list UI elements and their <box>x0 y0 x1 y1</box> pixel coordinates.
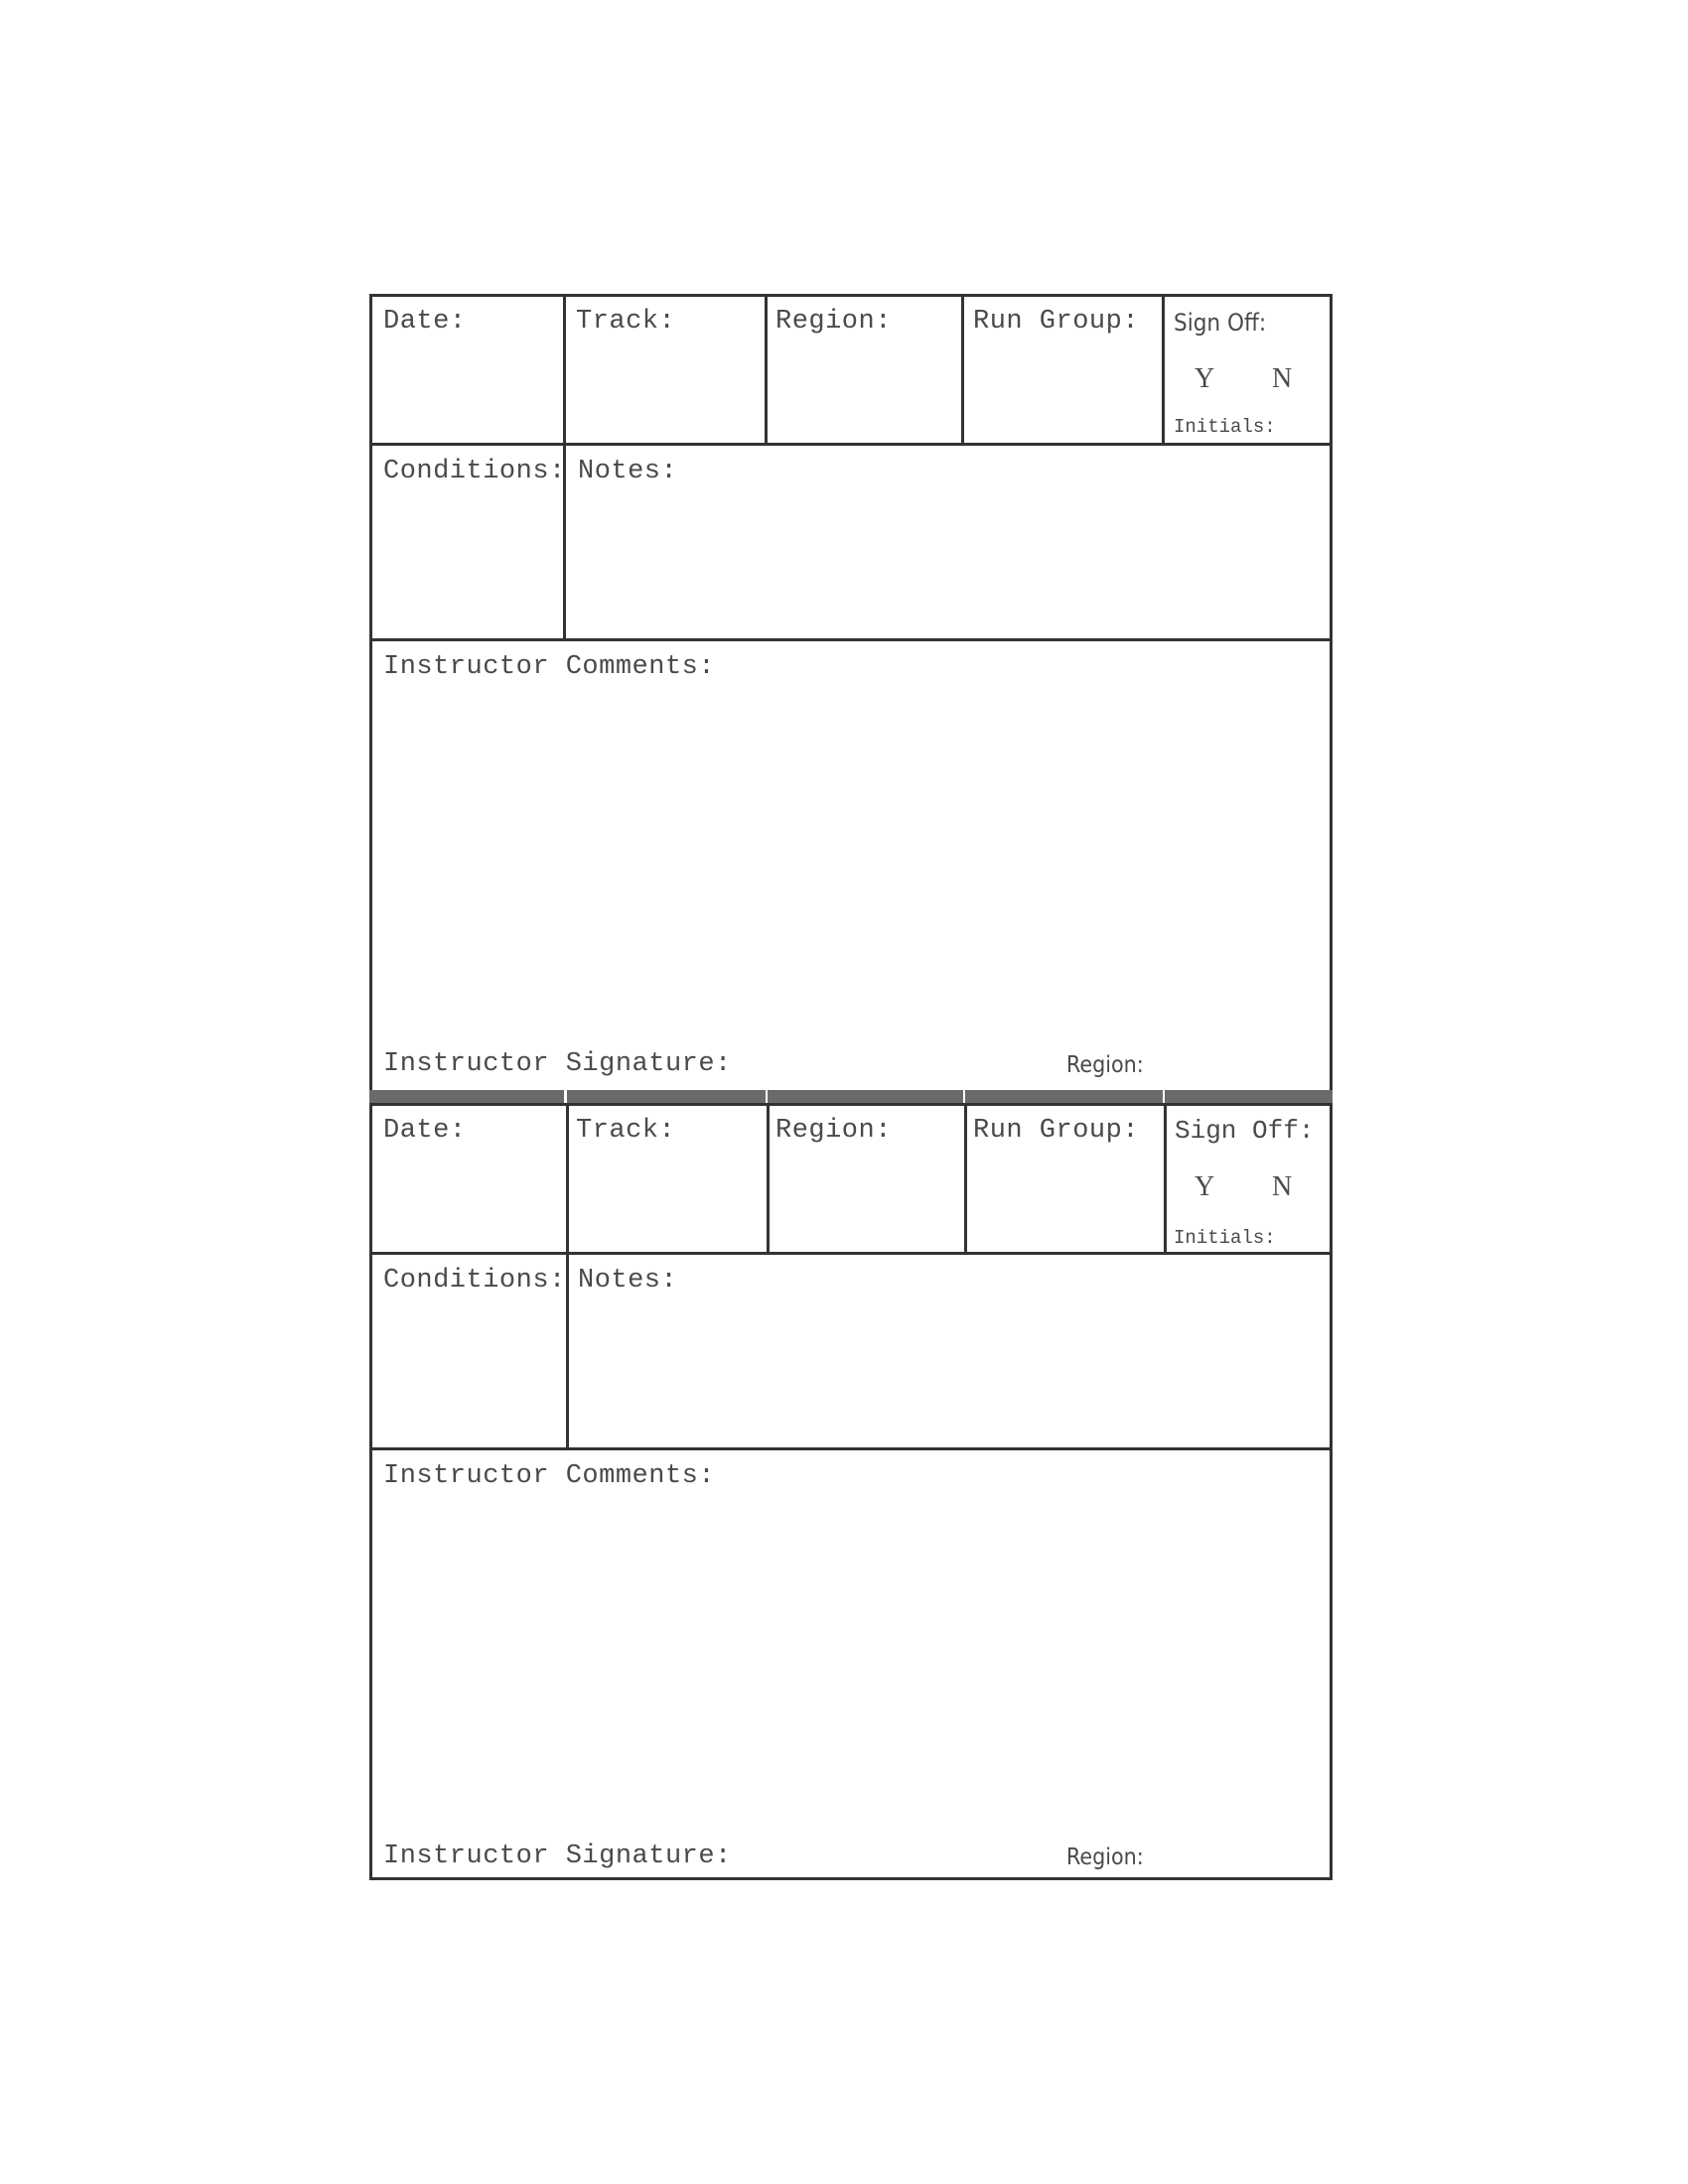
instructor-comments-field[interactable] <box>373 1451 1329 1848</box>
instructor-comments-field[interactable] <box>373 642 1329 1039</box>
yes-option[interactable]: Y <box>1195 363 1215 394</box>
right-border <box>1330 294 1333 1092</box>
conditions-label: Conditions: <box>383 1266 566 1296</box>
instructor-signature-label[interactable]: Instructor Signature: <box>383 1049 732 1079</box>
yes-option[interactable]: Y <box>1195 1171 1215 1202</box>
signature-region-label[interactable]: Region: <box>1066 1052 1144 1078</box>
divider-track-region <box>767 1103 770 1254</box>
notes-label: Notes: <box>578 1266 678 1296</box>
row2-bottom-border <box>369 638 1333 641</box>
initials-label: Initials: <box>1174 416 1276 438</box>
left-border <box>369 294 372 1092</box>
track-label: Track: <box>576 1116 676 1146</box>
left-border <box>369 1103 372 1880</box>
region-label: Region: <box>775 307 892 337</box>
conditions-label: Conditions: <box>383 457 566 486</box>
run-group-label: Run Group: <box>973 307 1140 337</box>
divider-rungroup-signoff <box>1164 1103 1167 1254</box>
run-group-label: Run Group: <box>973 1116 1140 1146</box>
bottom-border <box>369 1877 1333 1880</box>
sign-off-label: Sign Off: <box>1174 309 1267 337</box>
divider-date-track <box>566 1103 569 1450</box>
row1-bottom-border <box>369 1252 1333 1255</box>
divider-track-region <box>765 294 768 445</box>
signature-region-label[interactable]: Region: <box>1066 1844 1144 1870</box>
top-border <box>369 1103 1333 1106</box>
sign-off-label: Sign Off: <box>1175 1116 1315 1146</box>
divider-region-rungroup <box>964 1103 967 1254</box>
divider-rungroup-signoff <box>1162 294 1165 445</box>
top-border <box>369 294 1333 297</box>
instructor-comments-label: Instructor Comments: <box>383 652 716 682</box>
right-border <box>1330 1103 1333 1880</box>
divider-region-rungroup <box>961 294 964 445</box>
no-option[interactable]: N <box>1272 1171 1293 1202</box>
date-label: Date: <box>383 307 467 337</box>
track-label: Track: <box>576 307 676 337</box>
instructor-signature-label[interactable]: Instructor Signature: <box>383 1842 732 1871</box>
date-label: Date: <box>383 1116 467 1146</box>
initials-label: Initials: <box>1174 1227 1276 1249</box>
instructor-comments-label: Instructor Comments: <box>383 1461 716 1491</box>
row1-bottom-border <box>369 443 1333 446</box>
notes-field[interactable] <box>570 1256 1329 1446</box>
region-label: Region: <box>775 1116 892 1146</box>
notes-label: Notes: <box>578 457 678 486</box>
no-option[interactable]: N <box>1272 363 1293 394</box>
notes-field[interactable] <box>567 447 1329 637</box>
row2-bottom-border <box>369 1447 1333 1450</box>
